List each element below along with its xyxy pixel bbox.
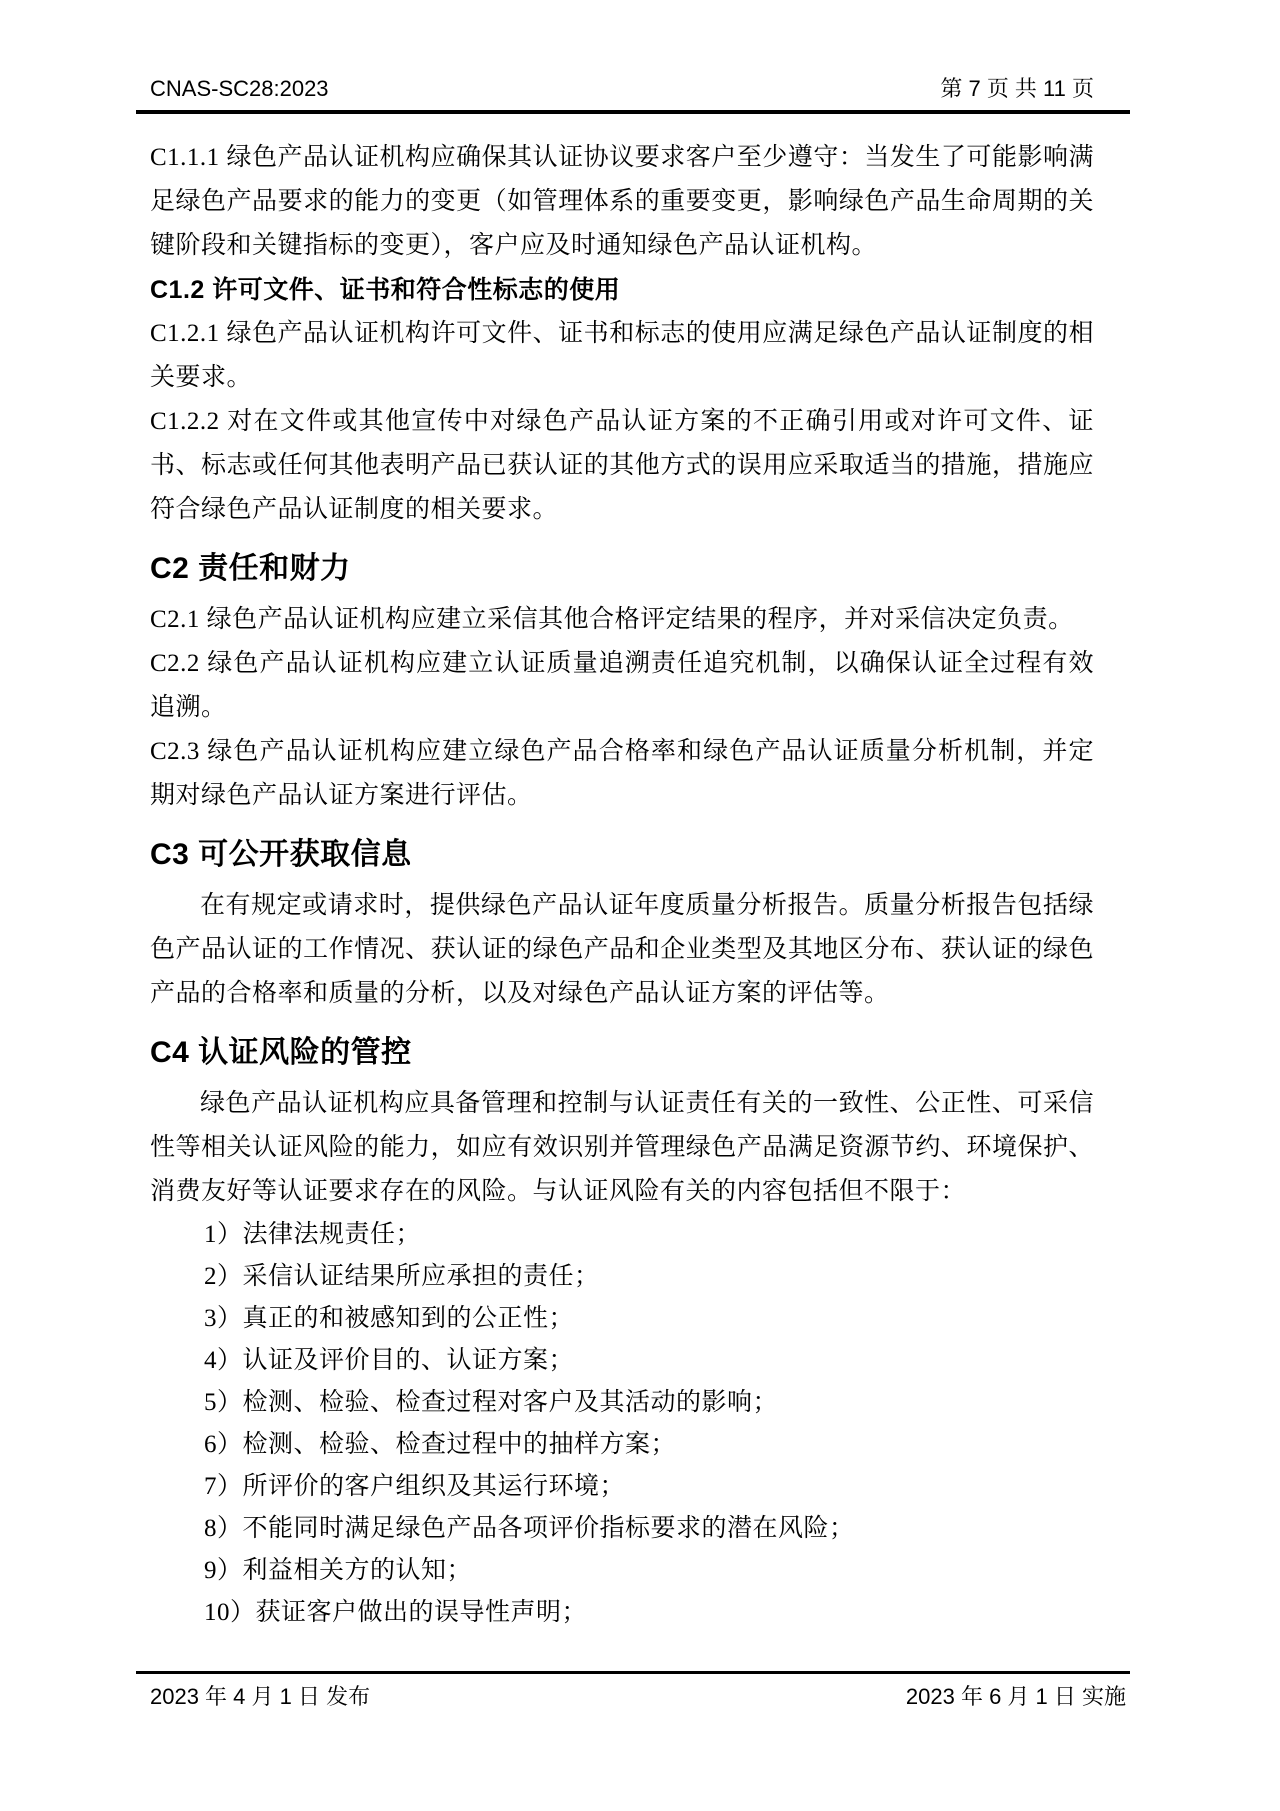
heading-c4: C4 认证风险的管控	[150, 1036, 412, 1069]
paragraph-c3: 在有规定或请求时，提供绿色产品认证年度质量分析报告。质量分析报告包括绿色产品认证的工作情况、获认证的绿色产品和企业类型及其地区分布、获认证的绿色产品的合格率和质量的分析，以及对绿色产品认证方案的评估等。	[150, 892, 1094, 1007]
footer-rule	[136, 1671, 1130, 1674]
list-item-9: 9）利益相关方的认知；	[204, 1557, 473, 1584]
list-item-8: 8）不能同时满足绿色产品各项评价指标要求的潜在风险；	[204, 1515, 855, 1542]
list-item-5: 5）检测、检验、检查过程对客户及其活动的影响；	[204, 1389, 779, 1416]
clause-c1-2-2: C1.2.2 对在文件或其他宣传中对绿色产品认证方案的不正确引用或对许可文件、证书、标志或任何其他表明产品已获认证的其他方式的误用应采取适当的措施，措施应符合绿色产品认证制度的相关要求。	[150, 408, 1094, 523]
page-header	[150, 76, 1094, 102]
list-item-1: 1）法律法规责任；	[204, 1221, 422, 1248]
page-indicator: 第 7 页 共 11 页	[940, 76, 1094, 101]
heading-c1-2: C1.2 许可文件、证书和符合性标志的使用	[150, 276, 621, 304]
paragraph-c4: 绿色产品认证机构应具备管理和控制与认证责任有关的一致性、公正性、可采信性等相关认证风险的能力，如应有效识别并管理绿色产品满足资源节约、环境保护、消费友好等认证要求存在的风险。与认证风险有关的内容包括但不限于：	[150, 1090, 1094, 1205]
clause-c1-1-1: C1.1.1 绿色产品认证机构应确保其认证协议要求客户至少遵守：当发生了可能影响满足绿色产品要求的能力的变更（如管理体系的重要变更，影响绿色产品生命周期的关键阶段和关键指标的变更），客户应及时通知绿色产品认证机构。	[150, 144, 1094, 259]
doc-code: CNAS-SC28:2023	[150, 76, 329, 101]
list-item-4: 4）认证及评价目的、认证方案；	[204, 1347, 575, 1374]
clause-c2-2: C2.2 绿色产品认证机构应建立认证质量追溯责任追究机制，以确保认证全过程有效追溯。	[150, 650, 1094, 721]
header-rule	[136, 110, 1130, 114]
heading-c2: C2 责任和财力	[150, 552, 351, 585]
list-item-7: 7）所评价的客户组织及其运行环境；	[204, 1473, 626, 1500]
list-item-6: 6）检测、检验、检查过程中的抽样方案；	[204, 1431, 677, 1458]
implement-date: 2023 年 6 月 1 日 实施	[905, 1684, 1126, 1709]
clause-c1-2-1: C1.2.1 绿色产品认证机构许可文件、证书和标志的使用应满足绿色产品认证制度的相关要求。	[150, 320, 1094, 391]
list-item-2: 2）采信认证结果所应承担的责任；	[204, 1263, 600, 1290]
list-item-3: 3）真正的和被感知到的公正性；	[204, 1305, 575, 1332]
heading-c3: C3 可公开获取信息	[150, 838, 412, 871]
document-body	[150, 136, 1094, 1634]
clause-c2-3: C2.3 绿色产品认证机构应建立绿色产品合格率和绿色产品认证质量分析机制，并定期对绿色产品认证方案进行评估。	[150, 738, 1094, 809]
clause-c2-1: C2.1 绿色产品认证机构应建立采信其他合格评定结果的程序，并对采信决定负责。	[150, 606, 1074, 633]
release-date: 2023 年 4 月 1 日 发布	[150, 1684, 371, 1709]
page-footer	[150, 1682, 1126, 1712]
list-item-10: 10）获证客户做出的误导性声明；	[204, 1599, 588, 1626]
